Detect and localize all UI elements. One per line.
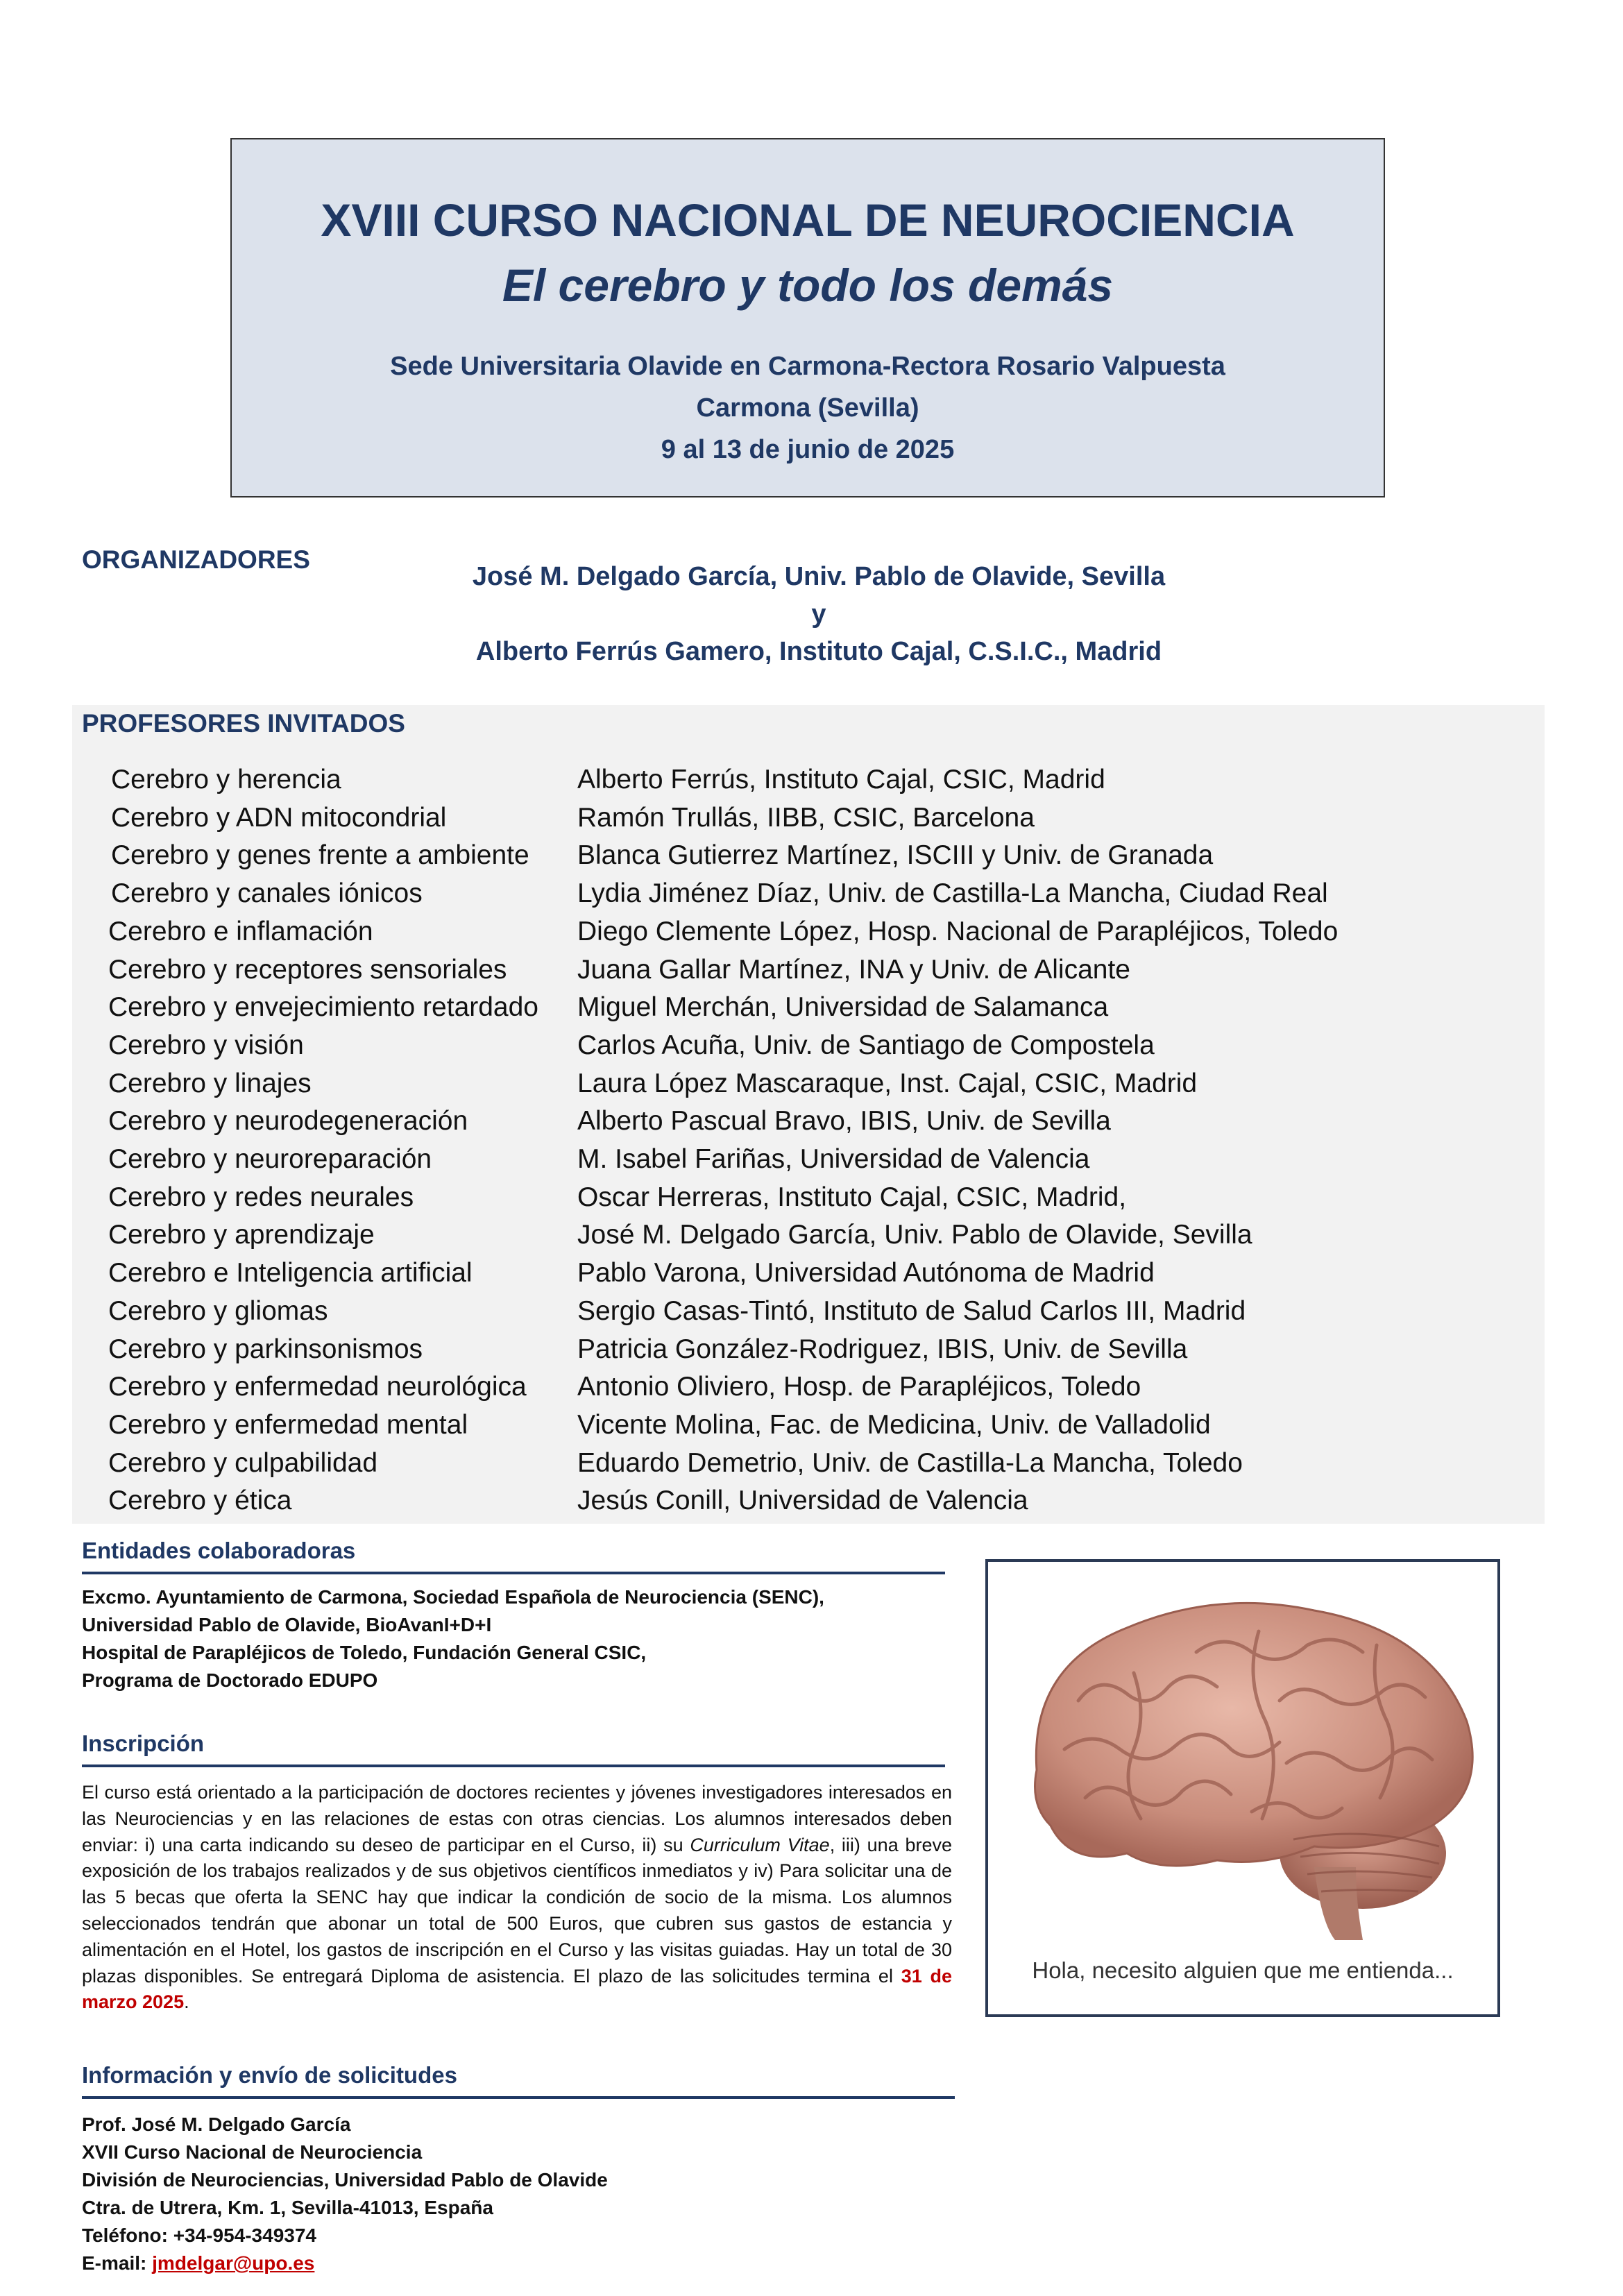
professor-topic: Cerebro y culpabilidad bbox=[108, 1447, 378, 1478]
course-subtitle: El cerebro y todo los demás bbox=[502, 260, 1114, 311]
professor-name: Antonio Oliviero, Hosp. de Parapléjicos, Toledo bbox=[577, 1372, 1141, 1402]
professor-name: Lydia Jiménez Díaz, Univ. de Castilla-La Mancha, Ciudad Real bbox=[577, 878, 1328, 909]
inscripcion-text-b: , iii) una breve exposición de los trabajos realizados y de sus objetivos científicos inmediatos y iv) Para solicitar una de las 5 becas que oferta la SENC hay que indicar la condición de socio de la misma. Los alumnos seleccionados tendrán que abonar un total de 500 Euros, que cubren sus gastos de estancia y alimentación en el Hotel, los gastos de inscripción en el Curso y las visitas guiadas. Hay un total de 30 plazas disponibles. Se entregará Diploma de asistencia. El plazo de las solicitudes termina el bbox=[82, 1834, 952, 1987]
dates: 9 al 13 de junio de 2025 bbox=[661, 435, 955, 464]
professor-row bbox=[72, 1144, 1545, 1182]
professor-row bbox=[72, 1334, 1545, 1372]
professor-name: Laura López Mascaraque, Inst. Cajal, CSIC, Madrid bbox=[577, 1068, 1198, 1098]
professor-topic: Cerebro y receptores sensoriales bbox=[108, 954, 507, 985]
professor-name: Carlos Acuña, Univ. de Santiago de Compostela bbox=[577, 1030, 1155, 1060]
cerebrum-shape bbox=[1035, 1603, 1473, 1866]
professor-name: Sergio Casas-Tintó, Instituto de Salud Carlos III, Madrid bbox=[577, 1295, 1246, 1326]
professor-row bbox=[72, 1448, 1545, 1486]
professor-name: Alberto Ferrús, Instituto Cajal, CSIC, Madrid bbox=[577, 765, 1105, 794]
professor-topic: Cerebro e Inteligencia artificial bbox=[108, 1258, 473, 1289]
professor-topic: Cerebro y enfermedad mental bbox=[108, 1409, 468, 1440]
professor-row bbox=[72, 1258, 1545, 1296]
professor-row bbox=[72, 765, 1545, 803]
profesores-label: PROFESORES INVITADOS bbox=[82, 709, 405, 738]
professor-name: Diego Clemente López, Hosp. Nacional de Parapléjicos, Toledo bbox=[577, 916, 1339, 946]
professor-topic: Cerebro y enfermedad neurológica bbox=[108, 1372, 527, 1402]
entidad-line: Universidad Pablo de Olavide, BioAvanI+D+I bbox=[82, 1614, 492, 1635]
professor-topic: Cerebro e inflamación bbox=[108, 916, 373, 946]
entidad-line: Hospital de Parapléjicos de Toledo, Fundación General CSIC, bbox=[82, 1642, 647, 1663]
professor-row bbox=[72, 1106, 1545, 1144]
city: Carmona (Sevilla) bbox=[696, 393, 919, 423]
professor-name: Juana Gallar Martínez, INA y Univ. de Alicante bbox=[577, 954, 1130, 985]
entidades-list bbox=[82, 1583, 824, 1694]
brain-image-frame bbox=[985, 1559, 1500, 2017]
inscripcion-italic: Curriculum Vitae bbox=[690, 1834, 830, 1855]
professor-topic: Cerebro y visión bbox=[108, 1030, 304, 1060]
professor-row bbox=[72, 955, 1545, 993]
professor-row bbox=[72, 1486, 1545, 1524]
professor-row bbox=[72, 1372, 1545, 1410]
professor-row bbox=[72, 1220, 1545, 1258]
email-line bbox=[82, 2250, 608, 2277]
professor-row bbox=[72, 1069, 1545, 1107]
professor-name: Eduardo Demetrio, Univ. de Castilla-La Mancha, Toledo bbox=[577, 1447, 1243, 1478]
deadline: 31 de marzo 2025 bbox=[82, 1965, 953, 2013]
email-link[interactable]: jmdelgar@upo.es bbox=[152, 2252, 315, 2274]
info-line: Ctra. de Utrera, Km. 1, Sevilla-41013, España bbox=[82, 2197, 493, 2218]
professor-row bbox=[72, 992, 1545, 1030]
email-label: E-mail: bbox=[82, 2252, 153, 2274]
organizer-1: José M. Delgado García, Univ. Pablo de Olavide, Sevilla bbox=[472, 562, 1166, 591]
professor-name: Patricia González-Rodriguez, IBIS, Univ. de Sevilla bbox=[577, 1334, 1188, 1364]
inscripcion-rule bbox=[82, 1764, 945, 1767]
organizadores-label: ORGANIZADORES bbox=[82, 545, 310, 574]
brainstem-shape bbox=[1314, 1867, 1363, 1940]
entidad-line: Programa de Doctorado EDUPO bbox=[82, 1669, 378, 1691]
entidades-rule bbox=[82, 1572, 945, 1574]
professor-row bbox=[72, 1030, 1545, 1069]
professor-topic: Cerebro y genes frente a ambiente bbox=[111, 840, 529, 871]
professor-name: Blanca Gutierrez Martínez, ISCIII y Univ. de Granada bbox=[577, 840, 1214, 871]
header-box bbox=[230, 138, 1385, 498]
professor-topic: Cerebro y parkinsonismos bbox=[108, 1334, 423, 1364]
professor-name: Oscar Herreras, Instituto Cajal, CSIC, Madrid, bbox=[577, 1182, 1127, 1212]
professor-row bbox=[72, 1296, 1545, 1334]
professor-topic: Cerebro y linajes bbox=[108, 1068, 312, 1098]
brain-caption: Hola, necesito alguien que me entienda... bbox=[1032, 1957, 1454, 1983]
professor-topic: Cerebro y ADN mitocondrial bbox=[111, 802, 447, 833]
organizer-connector: y bbox=[811, 599, 826, 629]
professor-name: José M. Delgado García, Univ. Pablo de Olavide, Sevilla bbox=[577, 1220, 1252, 1250]
professor-row bbox=[72, 1182, 1545, 1221]
professor-topic: Cerebro y neuroreparación bbox=[108, 1144, 432, 1174]
professor-name: Miguel Merchán, Universidad de Salamanca bbox=[577, 992, 1109, 1023]
info-line: Prof. José M. Delgado García bbox=[82, 2114, 351, 2135]
inscripcion-label: Inscripción bbox=[82, 1730, 205, 1756]
organizer-2: Alberto Ferrús Gamero, Instituto Cajal, C.S.I.C., Madrid bbox=[475, 637, 1162, 666]
inscripcion-end: . bbox=[184, 1991, 189, 2013]
professor-name: Pablo Varona, Universidad Autónoma de Madrid bbox=[577, 1258, 1155, 1289]
professor-topic: Cerebro y gliomas bbox=[108, 1295, 328, 1326]
inscripcion-text-a: El curso está orientado a la participación de doctores recientes y jóvenes investigadores interesados en las Neurociencias y en las relaciones de estas con otras ciencias. Los alumnos interesados deben enviar: i) una carta indicando su deseo de participar en el Curso, ii) su bbox=[82, 1782, 952, 1855]
informacion-rule bbox=[82, 2096, 955, 2099]
informacion-label: Información y envío de solicitudes bbox=[82, 2062, 457, 2088]
venue: Sede Universitaria Olavide en Carmona-Rectora Rosario Valpuesta bbox=[390, 352, 1225, 381]
professor-name: Vicente Molina, Fac. de Medicina, Univ. de Valladolid bbox=[577, 1409, 1211, 1440]
info-line: XVII Curso Nacional de Neurociencia bbox=[82, 2141, 423, 2163]
brain-illustration bbox=[988, 1562, 1497, 1950]
professor-topic: Cerebro y canales iónicos bbox=[111, 878, 423, 909]
professor-topic: Cerebro y redes neurales bbox=[108, 1182, 414, 1212]
professor-name: Alberto Pascual Bravo, IBIS, Univ. de Sevilla bbox=[577, 1106, 1111, 1137]
professor-row bbox=[72, 803, 1545, 841]
professor-topic: Cerebro y ética bbox=[108, 1486, 292, 1516]
professor-name: Ramón Trullás, IIBB, CSIC, Barcelona bbox=[577, 802, 1035, 833]
info-line: División de Neurociencias, Universidad Pablo de Olavide bbox=[82, 2169, 608, 2191]
professor-topic: Cerebro y envejecimiento retardado bbox=[108, 992, 539, 1023]
entidades-label: Entidades colaboradoras bbox=[82, 1538, 356, 1563]
profesores-panel bbox=[72, 705, 1545, 1524]
inscripcion-text bbox=[82, 1780, 952, 2016]
professor-topic: Cerebro y aprendizaje bbox=[108, 1220, 375, 1250]
professor-row bbox=[72, 878, 1545, 917]
professor-name: Jesús Conill, Universidad de Valencia bbox=[577, 1486, 1028, 1516]
professor-topic: Cerebro y herencia bbox=[111, 765, 341, 794]
entidad-line: Excmo. Ayuntamiento de Carmona, Sociedad Española de Neurociencia (SENC), bbox=[82, 1586, 824, 1608]
professor-name: M. Isabel Fariñas, Universidad de Valencia bbox=[577, 1144, 1090, 1174]
info-line: Teléfono: +34-954-349374 bbox=[82, 2225, 316, 2246]
professor-row bbox=[72, 917, 1545, 955]
professor-topic: Cerebro y neurodegeneración bbox=[108, 1106, 468, 1137]
professor-row bbox=[72, 840, 1545, 878]
professor-row bbox=[72, 1410, 1545, 1448]
informacion-list bbox=[82, 2111, 608, 2277]
course-title: XVIII CURSO NACIONAL DE NEUROCIENCIA bbox=[321, 194, 1295, 246]
